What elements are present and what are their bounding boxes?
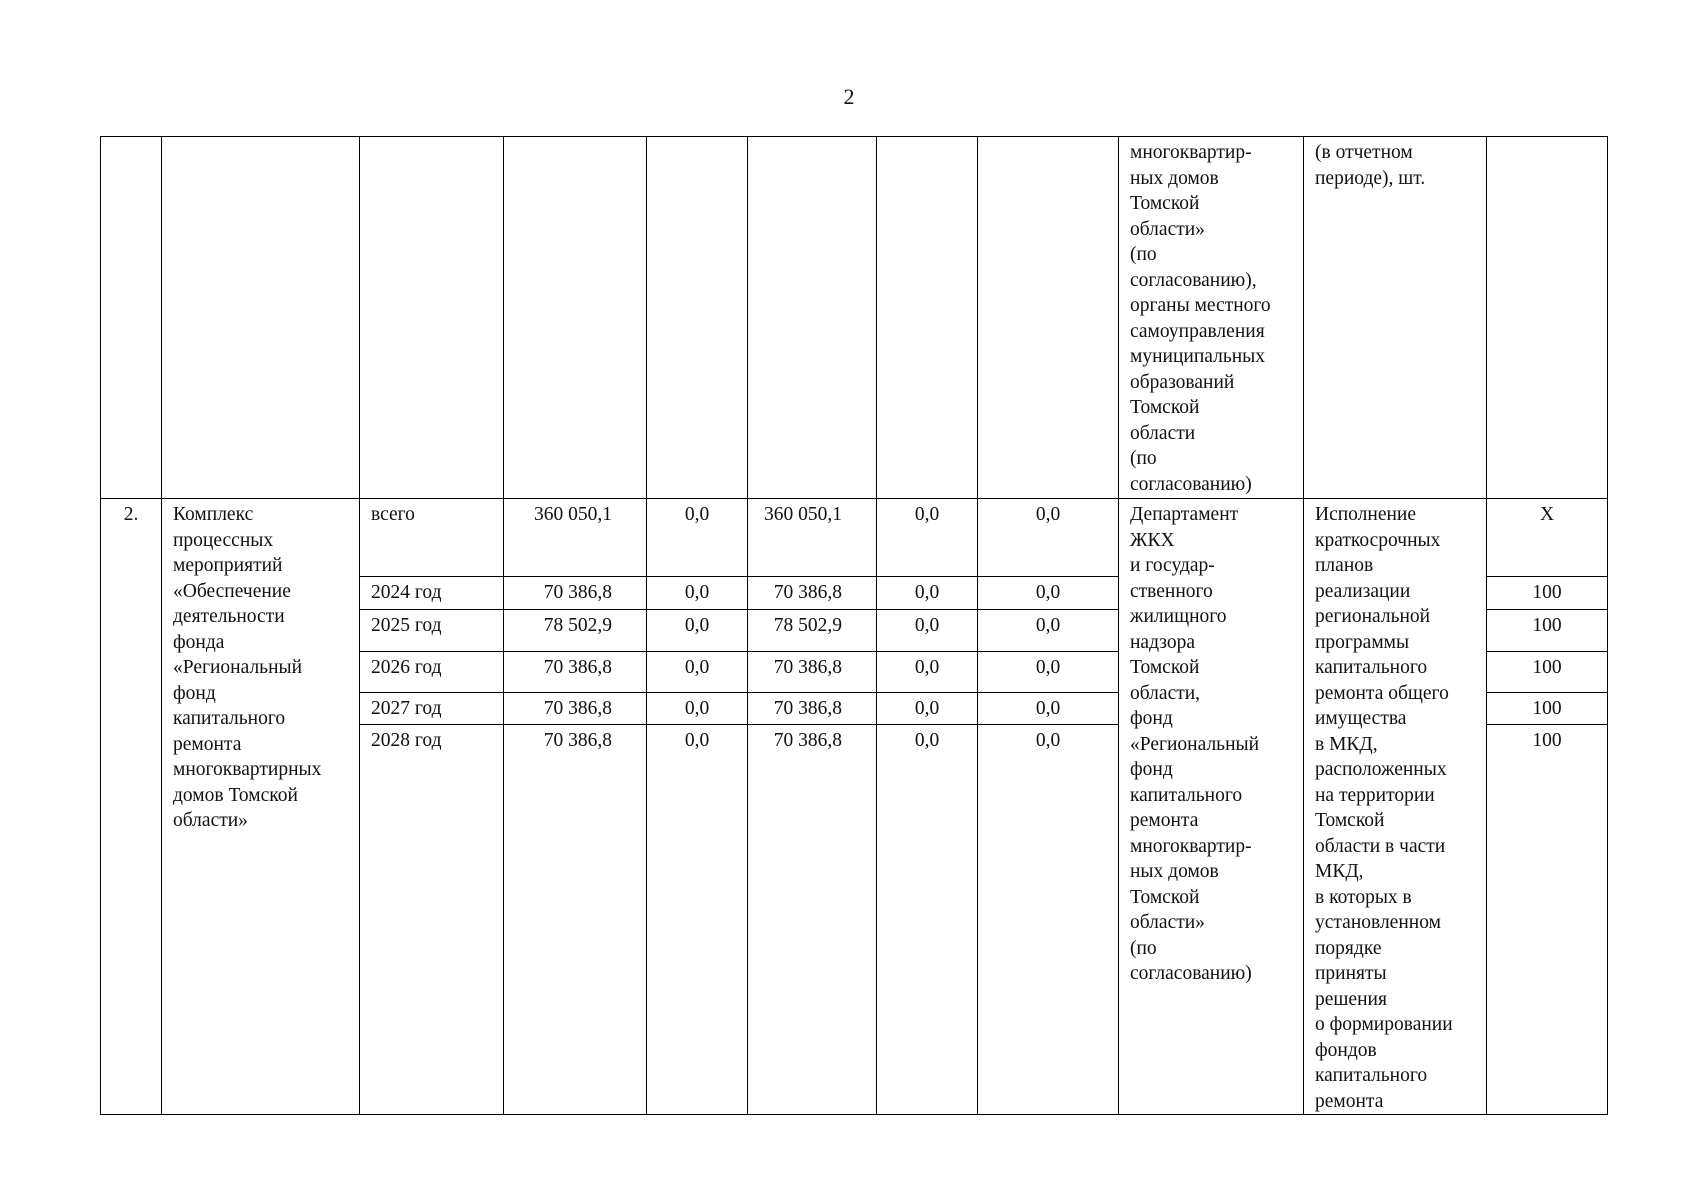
participants-cell: многоквартир- ных домов Томской области» (по согласованию), органы местного самоуправления муниципальных образований Томской области (по согласованию) [1119, 137, 1304, 499]
federal-value: 0,0 [647, 651, 748, 692]
period-label: 2027 год [360, 692, 504, 724]
cell-empty [162, 137, 360, 499]
local-value: 0,0 [877, 651, 978, 692]
indicator-value: 100 [1487, 651, 1608, 692]
cell-empty [504, 137, 647, 499]
cell-empty [748, 137, 877, 499]
cell-empty [360, 137, 504, 499]
regional-value: 70 386,8 [748, 651, 877, 692]
regional-value: 78 502,9 [748, 609, 877, 651]
federal-value: 0,0 [647, 725, 748, 1115]
indicator-value: 100 [1487, 609, 1608, 651]
other-value: 0,0 [978, 577, 1119, 609]
period-label: всего [360, 499, 504, 577]
period-label: 2024 год [360, 577, 504, 609]
indicator-cell: Исполнение краткосрочных планов реализации региональной программы капитального ремонта общего имущества в МКД, расположенных на территории Томской области в части МКД, в которых в установленном порядке приняты решения о формировании фондов капитального ремонта [1304, 499, 1487, 1115]
row-number: 2. [101, 499, 162, 1115]
other-value: 0,0 [978, 609, 1119, 651]
period-label: 2028 год [360, 725, 504, 1115]
local-value: 0,0 [877, 609, 978, 651]
continuation-row [101, 137, 1608, 499]
local-value: 0,0 [877, 692, 978, 724]
cell-empty [1487, 137, 1608, 499]
period-row [101, 499, 1608, 577]
total-value: 78 502,9 [504, 609, 647, 651]
cell-empty [647, 137, 748, 499]
regional-value: 360 050,1 [748, 499, 877, 577]
cell-empty [978, 137, 1119, 499]
regional-value: 70 386,8 [748, 725, 877, 1115]
local-value: 0,0 [877, 725, 978, 1115]
indicator-value: 100 [1487, 725, 1608, 1115]
federal-value: 0,0 [647, 577, 748, 609]
program-table [100, 136, 1608, 1115]
total-value: 70 386,8 [504, 651, 647, 692]
regional-value: 70 386,8 [748, 692, 877, 724]
cell-empty [101, 137, 162, 499]
total-value: 70 386,8 [504, 577, 647, 609]
period-label: 2026 год [360, 651, 504, 692]
federal-value: 0,0 [647, 609, 748, 651]
indicator-value: 100 [1487, 692, 1608, 724]
other-value: 0,0 [978, 499, 1119, 577]
participants-cell: Департамент ЖКХ и государ- ственного жилищного надзора Томской области, фонд «Региональный фонд капитального ремонта многоквартир- ных домов Томской области» (по согласованию) [1119, 499, 1304, 1115]
period-label: 2025 год [360, 609, 504, 651]
local-value: 0,0 [877, 499, 978, 577]
other-value: 0,0 [978, 651, 1119, 692]
total-value: 70 386,8 [504, 692, 647, 724]
indicator-value: 100 [1487, 577, 1608, 609]
federal-value: 0,0 [647, 692, 748, 724]
other-value: 0,0 [978, 692, 1119, 724]
total-value: 70 386,8 [504, 725, 647, 1115]
local-value: 0,0 [877, 577, 978, 609]
indicator-cell: (в отчетном периоде), шт. [1304, 137, 1487, 499]
cell-empty [877, 137, 978, 499]
indicator-value: X [1487, 499, 1608, 577]
page-number: 2 [843, 84, 855, 109]
regional-value: 70 386,8 [748, 577, 877, 609]
activity-name: Комплекс процессных мероприятий «Обеспечение деятельности фонда «Региональный фонд капитального ремонта многоквартирных домов Томской области» [162, 499, 360, 1115]
total-value: 360 050,1 [504, 499, 647, 577]
other-value: 0,0 [978, 725, 1119, 1115]
federal-value: 0,0 [647, 499, 748, 577]
